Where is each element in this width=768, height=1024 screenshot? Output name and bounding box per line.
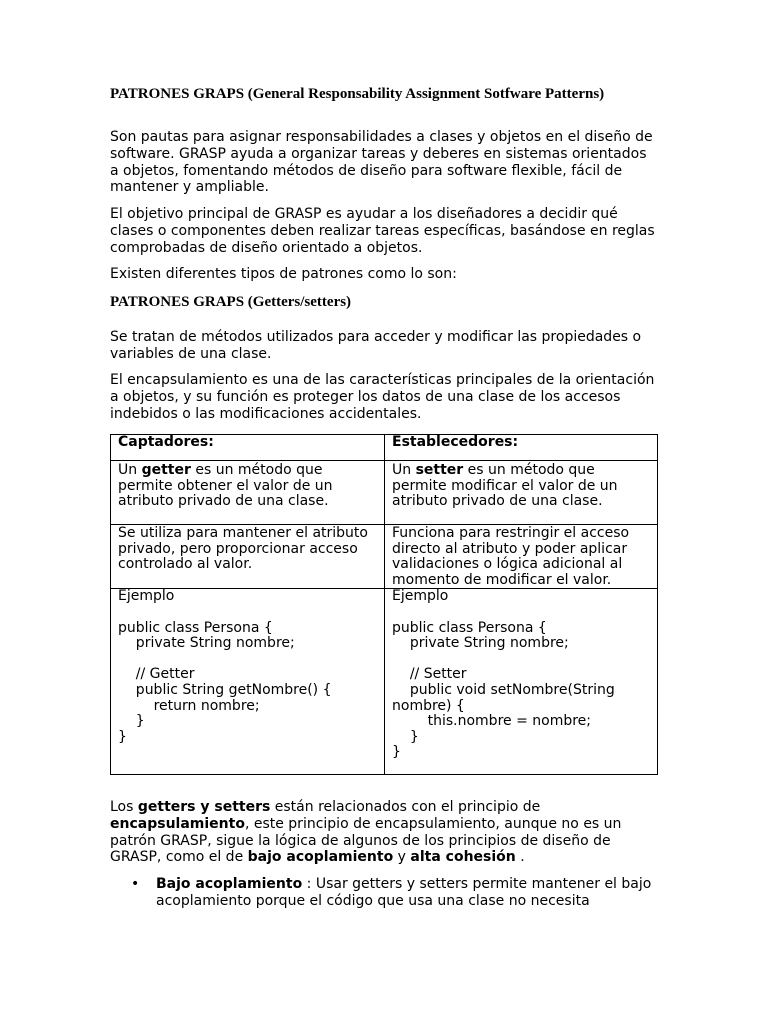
getter-usage-cell: Se utiliza para mantener el atributo privado, pero proporcionar acceso controlado al valor. <box>111 525 385 589</box>
getter-code-example: Ejemplo public class Persona { private String nombre; // Getter public String getNombre() { return nombre; } } <box>118 588 332 745</box>
closing-text: están relacionados con el principio de <box>270 799 541 815</box>
closing-bold: alta cohesión <box>410 849 516 866</box>
table-row <box>111 589 658 775</box>
getter-definition-cell <box>111 461 385 525</box>
setter-code-example: Ejemplo public class Persona { private String nombre; // Setter public void setNombre(String nombre) { this.nombre = nombre; } } <box>392 588 615 761</box>
getter-example-cell <box>111 589 385 775</box>
setter-usage-cell: Funciona para restringir el acceso directo al atributo y poder aplicar validaciones o lógica adicional al momento de modificar el valor. <box>385 525 658 589</box>
closing-paragraph <box>110 799 658 866</box>
closing-bold: encapsulamiento <box>110 815 245 832</box>
getter-prefix: Un <box>118 462 142 478</box>
setter-prefix: Un <box>392 462 416 478</box>
list-item <box>156 876 704 910</box>
table-row <box>111 525 658 589</box>
getter-term: getter <box>141 462 191 478</box>
section-heading: PATRONES GRAPS (Getters/setters) <box>110 294 352 310</box>
getter-definition: es un método que permite obtener el valor de un atributo privado de una clase. <box>118 462 333 510</box>
table-header-row <box>111 435 658 461</box>
setter-definition-cell <box>385 461 658 525</box>
section-paragraph-2: El encapsulamiento es una de las características principales de la orientación a objetos, y su función es proteger los datos de una clase de los accesos indebidos o las modificaciones accidentales. <box>110 372 655 422</box>
bullet-text: : Usar getters y setters permite mantener el bajo acoplamiento porque el código que usa una clase no necesita <box>156 876 652 909</box>
closing-text: Los <box>110 799 138 815</box>
intro-paragraph-2: El objetivo principal de GRASP es ayudar a los diseñadores a decidir qué clases o componentes deben realizar tareas específicas, basándose en reglas comprobadas de diseño orientado a objetos. <box>110 206 655 256</box>
getters-setters-table <box>110 434 658 775</box>
intro-paragraph-3: Existen diferentes tipos de patrones como lo son: <box>110 266 457 282</box>
document-title: PATRONES GRAPS (General Responsability Assignment Sotfware Patterns) <box>110 86 605 102</box>
section-paragraph-1: Se tratan de métodos utilizados para acceder y modificar las propiedades o variables de una clase. <box>110 329 642 362</box>
principles-list <box>110 876 704 910</box>
setter-term: setter <box>415 462 464 478</box>
intro-paragraph-1: Son pautas para asignar responsabilidades a clases y objetos en el diseño de software. GRASP ayuda a organizar tareas y deberes en sistemas orientados a objetos, fomentando métodos de diseño para software flexible, fácil de mantener y ampliable. <box>110 129 653 196</box>
closing-bold: bajo acoplamiento <box>247 849 394 866</box>
header-establecedores: Establecedores: <box>385 435 658 461</box>
setter-definition: es un método que permite modificar el valor de un atributo privado de una clase. <box>392 462 618 510</box>
closing-text: . <box>515 849 525 866</box>
header-captadores: Captadores: <box>111 435 385 461</box>
bullet-term: Bajo acoplamiento <box>156 876 303 892</box>
closing-bold: getters y setters <box>137 799 271 815</box>
closing-text: , este principio de encapsulamiento, aunque no es un patrón GRASP, sigue la lógica de algunos de los principios de diseño de GRASP, como el de <box>110 815 622 866</box>
table-row <box>111 461 658 525</box>
closing-text: y <box>393 849 411 866</box>
setter-example-cell <box>385 589 658 775</box>
